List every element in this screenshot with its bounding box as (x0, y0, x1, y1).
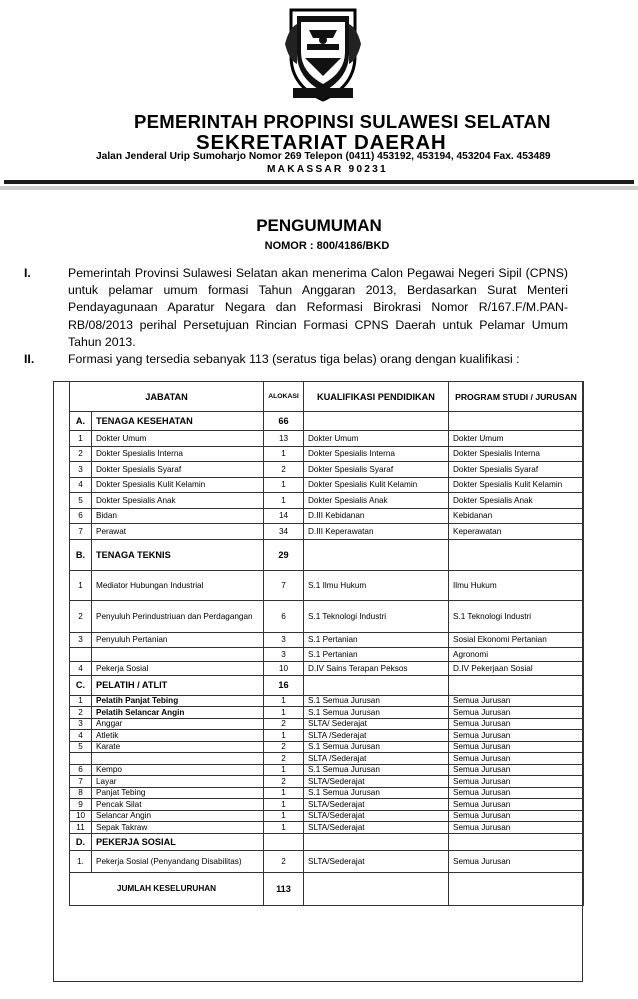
cell-kualifikasi: SLTA/Sederajat (304, 810, 449, 822)
cell-jabatan: Anggar (92, 718, 264, 730)
section-row-a (70, 412, 584, 431)
cell-alokasi: 1 (264, 730, 304, 742)
cell-kualifikasi: S.1 Teknologi Industri (304, 600, 449, 632)
header-alokasi: ALOKASI (264, 382, 304, 412)
header-prodi: PROGRAM STUDI / JURUSAN (449, 382, 584, 412)
cell-prodi: Semua Jurusan (449, 718, 584, 730)
table-row (70, 600, 584, 632)
cell-jabatan: Selancar Angin (92, 810, 264, 822)
table-row (70, 822, 584, 834)
document-title: PENGUMUMAN (256, 216, 382, 235)
paragraph-1 (24, 265, 568, 351)
cell-prodi: Semua Jurusan (449, 850, 584, 872)
cell-kualifikasi: SLTA /Sederajat (304, 730, 449, 742)
section-total: 29 (264, 539, 304, 570)
cell-jabatan: Dokter Spesialis Syaraf (92, 462, 264, 478)
cell-no: 7 (70, 776, 92, 788)
cell-kualifikasi: S.1 Pertanian (304, 632, 449, 647)
table-row (70, 810, 584, 822)
cell-prodi: Kebidanan (449, 508, 584, 524)
cell-jabatan: Dokter Spesialis Kulit Kelamin (92, 477, 264, 493)
cell-alokasi: 1 (264, 764, 304, 776)
formation-table (69, 381, 584, 906)
cell-prodi: Semua Jurusan (449, 741, 584, 753)
section-row-d (70, 833, 584, 850)
section-blank (304, 412, 449, 431)
cell-alokasi: 2 (264, 462, 304, 478)
table-row (70, 730, 584, 742)
header-kualifikasi: KUALIFIKASI PENDIDIKAN (304, 382, 449, 412)
cell-alokasi: 2 (264, 741, 304, 753)
document-number: NOMOR : 800/4186/BKD (264, 240, 390, 252)
cell-no: 1 (70, 431, 92, 447)
cell-no: 5 (70, 741, 92, 753)
table-row (70, 718, 584, 730)
cell-no: 11 (70, 822, 92, 834)
cell-alokasi: 1 (264, 493, 304, 509)
section-letter: C. (70, 675, 92, 695)
cell-no (70, 753, 92, 765)
cell-no: 2 (70, 707, 92, 719)
cell-prodi: Semua Jurusan (449, 787, 584, 799)
cell-prodi: Dokter Spesialis Anak (449, 493, 584, 509)
table-header-row (70, 382, 584, 412)
section-total (264, 833, 304, 850)
cell-no: 7 (70, 524, 92, 540)
cell-jabatan: Karate (92, 741, 264, 753)
cell-alokasi: 1 (264, 822, 304, 834)
cell-prodi: Sosial Ekonomi Pertanian (449, 632, 584, 647)
cell-alokasi: 34 (264, 524, 304, 540)
cell-kualifikasi: D.III Kebidanan (304, 508, 449, 524)
table-row (70, 446, 584, 462)
cell-kualifikasi: SLTA/ Sederajat (304, 718, 449, 730)
cell-kualifikasi: Dokter Spesialis Anak (304, 493, 449, 509)
section-letter: D. (70, 833, 92, 850)
letterhead-city: MAKASSAR 90231 (267, 164, 388, 175)
table-row (70, 508, 584, 524)
section-name: PELATIH / ATLIT (92, 675, 264, 695)
table-row (70, 753, 584, 765)
cell-kualifikasi: Dokter Spesialis Kulit Kelamin (304, 477, 449, 493)
cell-prodi: Semua Jurusan (449, 753, 584, 765)
cell-prodi: Semua Jurusan (449, 776, 584, 788)
cell-alokasi: 2 (264, 776, 304, 788)
cell-alokasi: 1 (264, 695, 304, 707)
cell-alokasi: 1 (264, 707, 304, 719)
cell-alokasi: 3 (264, 647, 304, 661)
cell-prodi: Dokter Spesialis Interna (449, 446, 584, 462)
cell-no: 3 (70, 462, 92, 478)
cell-jabatan: Perawat (92, 524, 264, 540)
cell-no: 8 (70, 787, 92, 799)
cell-kualifikasi: Dokter Spesialis Syaraf (304, 462, 449, 478)
table-row (70, 477, 584, 493)
cell-jabatan: Dokter Spesialis Interna (92, 446, 264, 462)
cell-prodi: Keperawatan (449, 524, 584, 540)
cell-alokasi: 1 (264, 477, 304, 493)
cell-jabatan: Layar (92, 776, 264, 788)
cell-jabatan: Panjat Tebing (92, 787, 264, 799)
letterhead (0, 0, 638, 198)
cell-jabatan: Pekerja Sosial (92, 661, 264, 675)
cell-no: 1 (70, 570, 92, 600)
cell-jabatan: Pencak Silat (92, 799, 264, 811)
table-row (70, 776, 584, 788)
table-row (70, 632, 584, 647)
cell-jabatan: Penyuluh Perindustriuan dan Perdagangan (92, 600, 264, 632)
cell-kualifikasi: S.1 Semua Jurusan (304, 695, 449, 707)
total-blank (449, 872, 584, 905)
cell-kualifikasi: SLTA/Sederajat (304, 822, 449, 834)
cell-no: 2 (70, 600, 92, 632)
cell-prodi: Ilmu Hukum (449, 570, 584, 600)
table-row (70, 764, 584, 776)
cell-no: 4 (70, 730, 92, 742)
cell-prodi: Semua Jurusan (449, 810, 584, 822)
cell-jabatan: Atletik (92, 730, 264, 742)
cell-no: 4 (70, 661, 92, 675)
table-row (70, 787, 584, 799)
paragraph-text: Formasi yang tersedia sebanyak 113 (seratus tiga belas) orang dengan kualifikasi : (68, 352, 520, 366)
paragraph-text: Pemerintah Provinsi Sulawesi Selatan akan menerima Calon Pegawai Negeri Sipil (CPNS) untuk pelamar umum formasi Tahun Anggaran 2013, Berdasarkan Surat Menteri Pendayagunaan Aparatur Negara dan Reformasi Birokrasi Nomor R/167.F/M.PAN-RB/08/2013 perihal Persetujuan Rincian Formasi CPNS Daerah untuk Pelamar Umum Tahun 2013. (68, 266, 568, 349)
cell-kualifikasi: SLTA/Sederajat (304, 850, 449, 872)
letterhead-secretariat-name: SEKRETARIAT DAERAH (196, 131, 447, 154)
cell-alokasi: 1 (264, 787, 304, 799)
letterhead-address: Jalan Jenderal Urip Sumoharjo Nomor 269 Telepon (0411) 453192, 453194, 453204 Fax. 453489 (96, 151, 551, 162)
cell-prodi: Semua Jurusan (449, 730, 584, 742)
section-name: PEKERJA SOSIAL (92, 833, 264, 850)
cell-prodi: Dokter Umum (449, 431, 584, 447)
cell-alokasi: 1 (264, 810, 304, 822)
cell-alokasi: 14 (264, 508, 304, 524)
section-blank (304, 833, 449, 850)
cell-kualifikasi: Dokter Spesialis Interna (304, 446, 449, 462)
cell-alokasi: 3 (264, 632, 304, 647)
cell-prodi: Agronomi (449, 647, 584, 661)
table-row (70, 741, 584, 753)
cell-jabatan: Kempo (92, 764, 264, 776)
cell-no: 1. (70, 850, 92, 872)
letterhead-rule-shadow (0, 186, 638, 190)
section-letter: A. (70, 412, 92, 431)
cell-jabatan: Pelatih Selancar Angin (92, 707, 264, 719)
letterhead-government-name: PEMERINTAH PROPINSI SULAWESI SELATAN (134, 111, 551, 132)
cell-alokasi: 6 (264, 600, 304, 632)
cell-kualifikasi: S.1 Semua Jurusan (304, 741, 449, 753)
paragraph-number: II. (24, 352, 35, 366)
cell-no: 6 (70, 508, 92, 524)
paragraph-2 (24, 351, 568, 368)
cell-jabatan: Dokter Spesialis Anak (92, 493, 264, 509)
cell-jabatan: Pekerja Sosial (Penyandang Disabilitas) (92, 850, 264, 872)
cell-prodi: Semua Jurusan (449, 799, 584, 811)
cell-prodi: Semua Jurusan (449, 707, 584, 719)
section-row-c (70, 675, 584, 695)
letterhead-rule (4, 180, 634, 184)
cell-kualifikasi: S.1 Semua Jurusan (304, 764, 449, 776)
cell-kualifikasi: S.1 Pertanian (304, 647, 449, 661)
cell-kualifikasi: D.III Keperawatan (304, 524, 449, 540)
cell-prodi: Semua Jurusan (449, 822, 584, 834)
table-row (70, 850, 584, 872)
cell-no: 5 (70, 493, 92, 509)
cell-kualifikasi: S.1 Ilmu Hukum (304, 570, 449, 600)
total-label: JUMLAH KESELURUHAN (70, 872, 264, 905)
section-blank (449, 539, 584, 570)
section-blank (449, 833, 584, 850)
section-name: TENAGA TEKNIS (92, 539, 264, 570)
cell-kualifikasi: SLTA/Sederajat (304, 799, 449, 811)
table-row (70, 524, 584, 540)
cell-alokasi: 2 (264, 850, 304, 872)
cell-no: 10 (70, 810, 92, 822)
table-row (70, 647, 584, 661)
cell-jabatan: Bidan (92, 508, 264, 524)
table-row (70, 707, 584, 719)
cell-prodi: Semua Jurusan (449, 764, 584, 776)
table-row (70, 431, 584, 447)
cell-kualifikasi: SLTA /Sederajat (304, 753, 449, 765)
cell-alokasi: 7 (264, 570, 304, 600)
section-letter: B. (70, 539, 92, 570)
cell-jabatan: Sepak Takraw (92, 822, 264, 834)
cell-prodi: Dokter Spesialis Kulit Kelamin (449, 477, 584, 493)
header-jabatan: JABATAN (70, 382, 264, 412)
cell-prodi: Dokter Spesialis Syaraf (449, 462, 584, 478)
cell-kualifikasi: S.1 Semua Jurusan (304, 707, 449, 719)
cell-no (70, 647, 92, 661)
section-blank (449, 675, 584, 695)
total-blank (304, 872, 449, 905)
cell-no: 9 (70, 799, 92, 811)
cell-jabatan: Dokter Umum (92, 431, 264, 447)
section-total: 66 (264, 412, 304, 431)
paragraph-number: I. (24, 266, 31, 280)
cell-alokasi: 13 (264, 431, 304, 447)
cell-alokasi: 2 (264, 718, 304, 730)
cell-no: 2 (70, 446, 92, 462)
cell-kualifikasi: S.1 Semua Jurusan (304, 787, 449, 799)
total-value: 113 (264, 872, 304, 905)
cell-no: 4 (70, 477, 92, 493)
table-row (70, 570, 584, 600)
cell-no: 3 (70, 718, 92, 730)
section-total: 16 (264, 675, 304, 695)
section-blank (449, 412, 584, 431)
table-row (70, 661, 584, 675)
cell-kualifikasi: Dokter Umum (304, 431, 449, 447)
cell-jabatan: Pelatih Panjat Tebing (92, 695, 264, 707)
total-row (70, 872, 584, 905)
table-row (70, 799, 584, 811)
table-row (70, 695, 584, 707)
cell-no: 1 (70, 695, 92, 707)
cell-no: 6 (70, 764, 92, 776)
cell-prodi: Semua Jurusan (449, 695, 584, 707)
cell-prodi: D.IV Pekerjaan Sosial (449, 661, 584, 675)
cell-alokasi: 2 (264, 753, 304, 765)
section-blank (304, 539, 449, 570)
table-row (70, 493, 584, 509)
cell-jabatan: Penyuluh Pertanian (92, 632, 264, 647)
province-emblem-icon (283, 4, 363, 104)
cell-jabatan (92, 753, 264, 765)
cell-kualifikasi: SLTA/Sederajat (304, 776, 449, 788)
cell-alokasi: 10 (264, 661, 304, 675)
cell-alokasi: 1 (264, 446, 304, 462)
section-blank (304, 675, 449, 695)
cell-prodi: S.1 Teknologi Industri (449, 600, 584, 632)
cell-kualifikasi: D.IV Sains Terapan Peksos (304, 661, 449, 675)
cell-alokasi: 1 (264, 799, 304, 811)
cell-jabatan: Mediator Hubungan Industrial (92, 570, 264, 600)
cell-no: 3 (70, 632, 92, 647)
table-row (70, 462, 584, 478)
cell-jabatan (92, 647, 264, 661)
section-name: TENAGA KESEHATAN (92, 412, 264, 431)
section-row-b (70, 539, 584, 570)
